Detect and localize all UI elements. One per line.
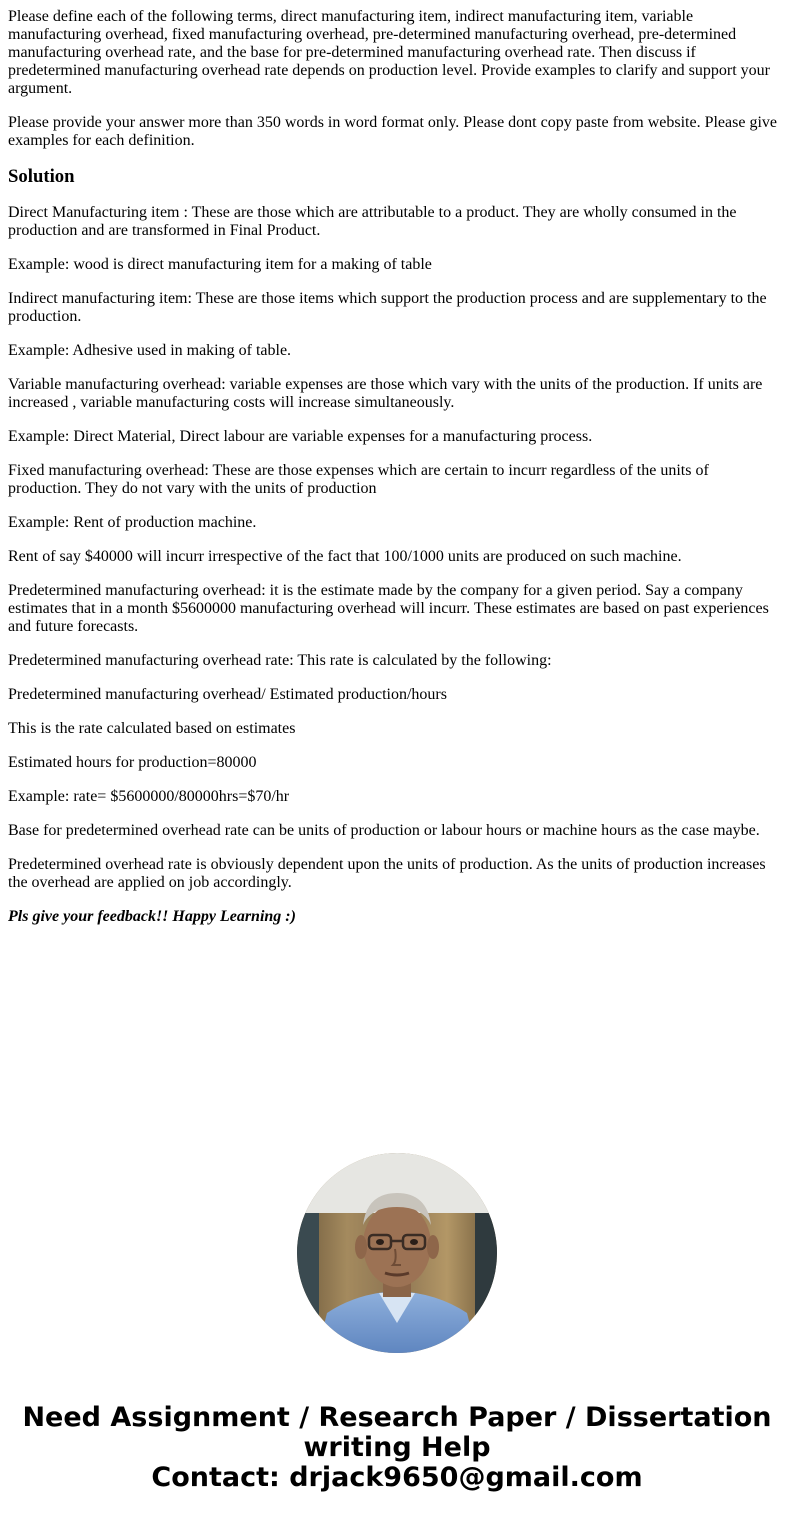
solution-paragraph: Rent of say $40000 will incurr irrespective of the fact that 100/1000 units are produced on such machine. [8,548,682,565]
solution-paragraph: Base for predetermined overhead rate can be units of production or labour hours or machine hours as the case maybe. [8,822,760,839]
solution-paragraph: Example: Rent of production machine. [8,514,257,531]
solution-paragraph: Example: wood is direct manufacturing item for a making of table [8,256,432,273]
solution-paragraph: Predetermined manufacturing overhead/ Estimated production/hours [8,686,447,703]
solution-paragraph: Example: Adhesive used in making of table. [8,342,292,359]
solution-paragraph: Predetermined manufacturing overhead rate: This rate is calculated by the following: [8,652,552,669]
solution-heading: Solution [8,166,75,187]
avatar [297,1153,497,1353]
solution-paragraph: Direct Manufacturing item : These are those which are attributable to a product. They are wholly consumed in the production and are transformed in Final Product. [8,204,737,239]
solution-paragraph: Example: rate= $5600000/80000hrs=$70/hr [8,788,290,805]
solution-paragraph: Predetermined manufacturing overhead: it is the estimate made by the company for a given period. Say a company estimates that in a month $5600000 manufacturing overhead will incurr. These estimates are based on past experiences and future forecasts. [8,582,769,635]
promo-line-contact: Contact: drjack9650@gmail.com [151,1462,643,1493]
promo-banner [0,1403,794,1493]
solution-paragraph: Example: Direct Material, Direct labour are variable expenses for a manufacturing process. [8,428,593,445]
solution-paragraph: Variable manufacturing overhead: variable expenses are those which vary with the units of the production. If units are increased , variable manufacturing costs will increase simultaneously. [8,376,763,411]
person-photo-icon [297,1153,497,1353]
solution-paragraph: This is the rate calculated based on estimates [8,720,296,737]
document-body [8,0,784,942]
solution-paragraph: Indirect manufacturing item: These are those items which support the production process and are supplementary to the production. [8,290,767,325]
solution-paragraph: Predetermined overhead rate is obviously dependent upon the units of production. As the units of production increases the overhead are applied on job accordingly. [8,856,766,891]
solution-paragraph: Estimated hours for production=80000 [8,754,257,771]
promo-line-help: Need Assignment / Research Paper / Dissertation writing Help [22,1402,772,1463]
question-paragraph-2: Please provide your answer more than 350 words in word format only. Please dont copy paste from website. Please give examples for each definition. [8,114,777,149]
feedback-note: Pls give your feedback!! Happy Learning :) [8,908,296,925]
question-paragraph-1: Please define each of the following terms, direct manufacturing item, indirect manufacturing item, variable manufacturing overhead, fixed manufacturing overhead, pre-determined manufacturing overhead, pre-determined manufacturing overhead rate, and the base for pre-determined manufacturing overhead rate. Then discuss if predetermined manufacturing overhead rate depends on production level. Provide examples to clarify and support your argument. [8,8,770,97]
solution-paragraph: Fixed manufacturing overhead: These are those expenses which are certain to incurr regardless of the units of production. They do not vary with the units of production [8,462,709,497]
